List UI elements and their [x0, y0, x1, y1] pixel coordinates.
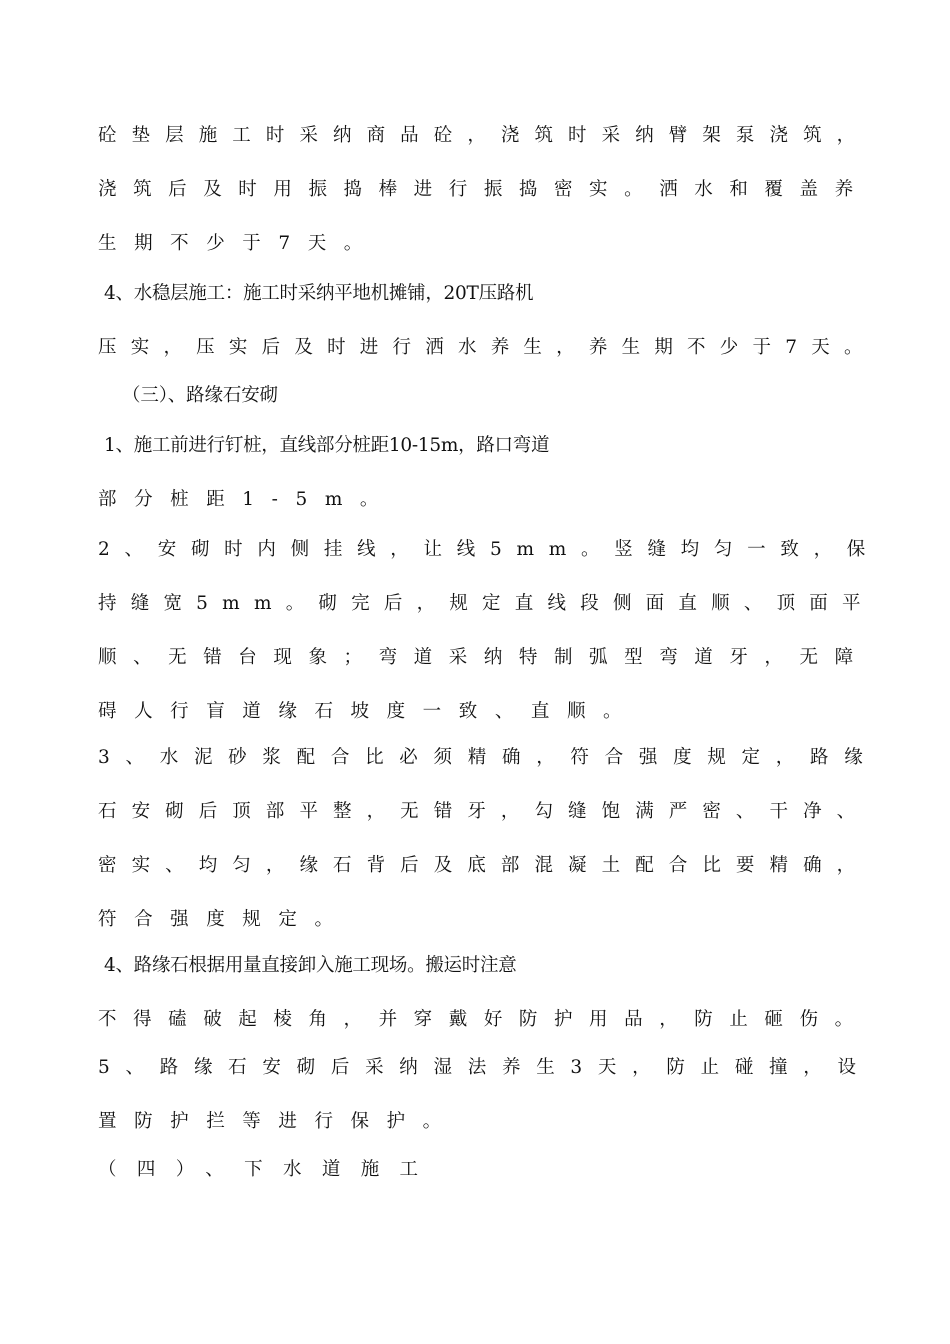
paragraph-line: 部分桩距1-5m。: [98, 489, 397, 510]
paragraph-line: 持缝宽5mm。砌完后，规定直线段侧面直顺、顶面平: [98, 593, 875, 614]
paragraph-line: 不得磕破起棱角，并穿戴好防护用品，防止砸伤。: [98, 1009, 870, 1030]
paragraph-line: 石安砌后顶部平整，无错牙，勾缝饱满严密、干净、: [98, 801, 871, 822]
paragraph-line: 4、水稳层施工：施工时采纳平地机摊铺，20T压路机: [104, 283, 534, 304]
paragraph-line: 置防护拦等进行保护。: [98, 1111, 459, 1132]
paragraph-line: 压实，压实后及时进行洒水养生，养生期不少于7天。: [98, 337, 877, 358]
paragraph-line: 符合强度规定。: [98, 909, 351, 930]
paragraph-line: 1、施工前进行钉桩，直线部分桩距10-15m，路口弯道: [104, 435, 550, 456]
paragraph-line: 碍人行盲道缘石坡度一致、直顺。: [98, 701, 640, 722]
paragraph-line: 生期不少于7天。: [98, 233, 380, 254]
paragraph-line: 5、路缘石安砌后采纳湿法养生3天，防止碰撞，设: [98, 1057, 872, 1078]
paragraph-line: 2、安砌时内侧挂线，让线5mm。竖缝均匀一致，保: [98, 539, 881, 560]
paragraph-line: 密实、均匀，缘石背后及底部混凝土配合比要精确，: [98, 855, 871, 876]
paragraph-line: 砼垫层施工时采纳商品砼，浇筑时采纳臂架泵浇筑，: [98, 125, 871, 146]
paragraph-line: 浇筑后及时用振捣棒进行振捣密实。洒水和覆盖养: [98, 179, 870, 200]
paragraph-line: 4、路缘石根据用量直接卸入施工现场。搬运时注意: [104, 955, 517, 976]
section-heading: （四）、下水道施工: [98, 1159, 439, 1180]
paragraph-line: 顺、无错台现象；弯道采纳特制弧型弯道牙，无障: [98, 647, 870, 668]
section-heading: （三）、路缘石安砌: [122, 385, 278, 406]
paragraph-line: 3、水泥砂浆配合比必须精确，符合强度规定，路缘: [98, 747, 879, 768]
